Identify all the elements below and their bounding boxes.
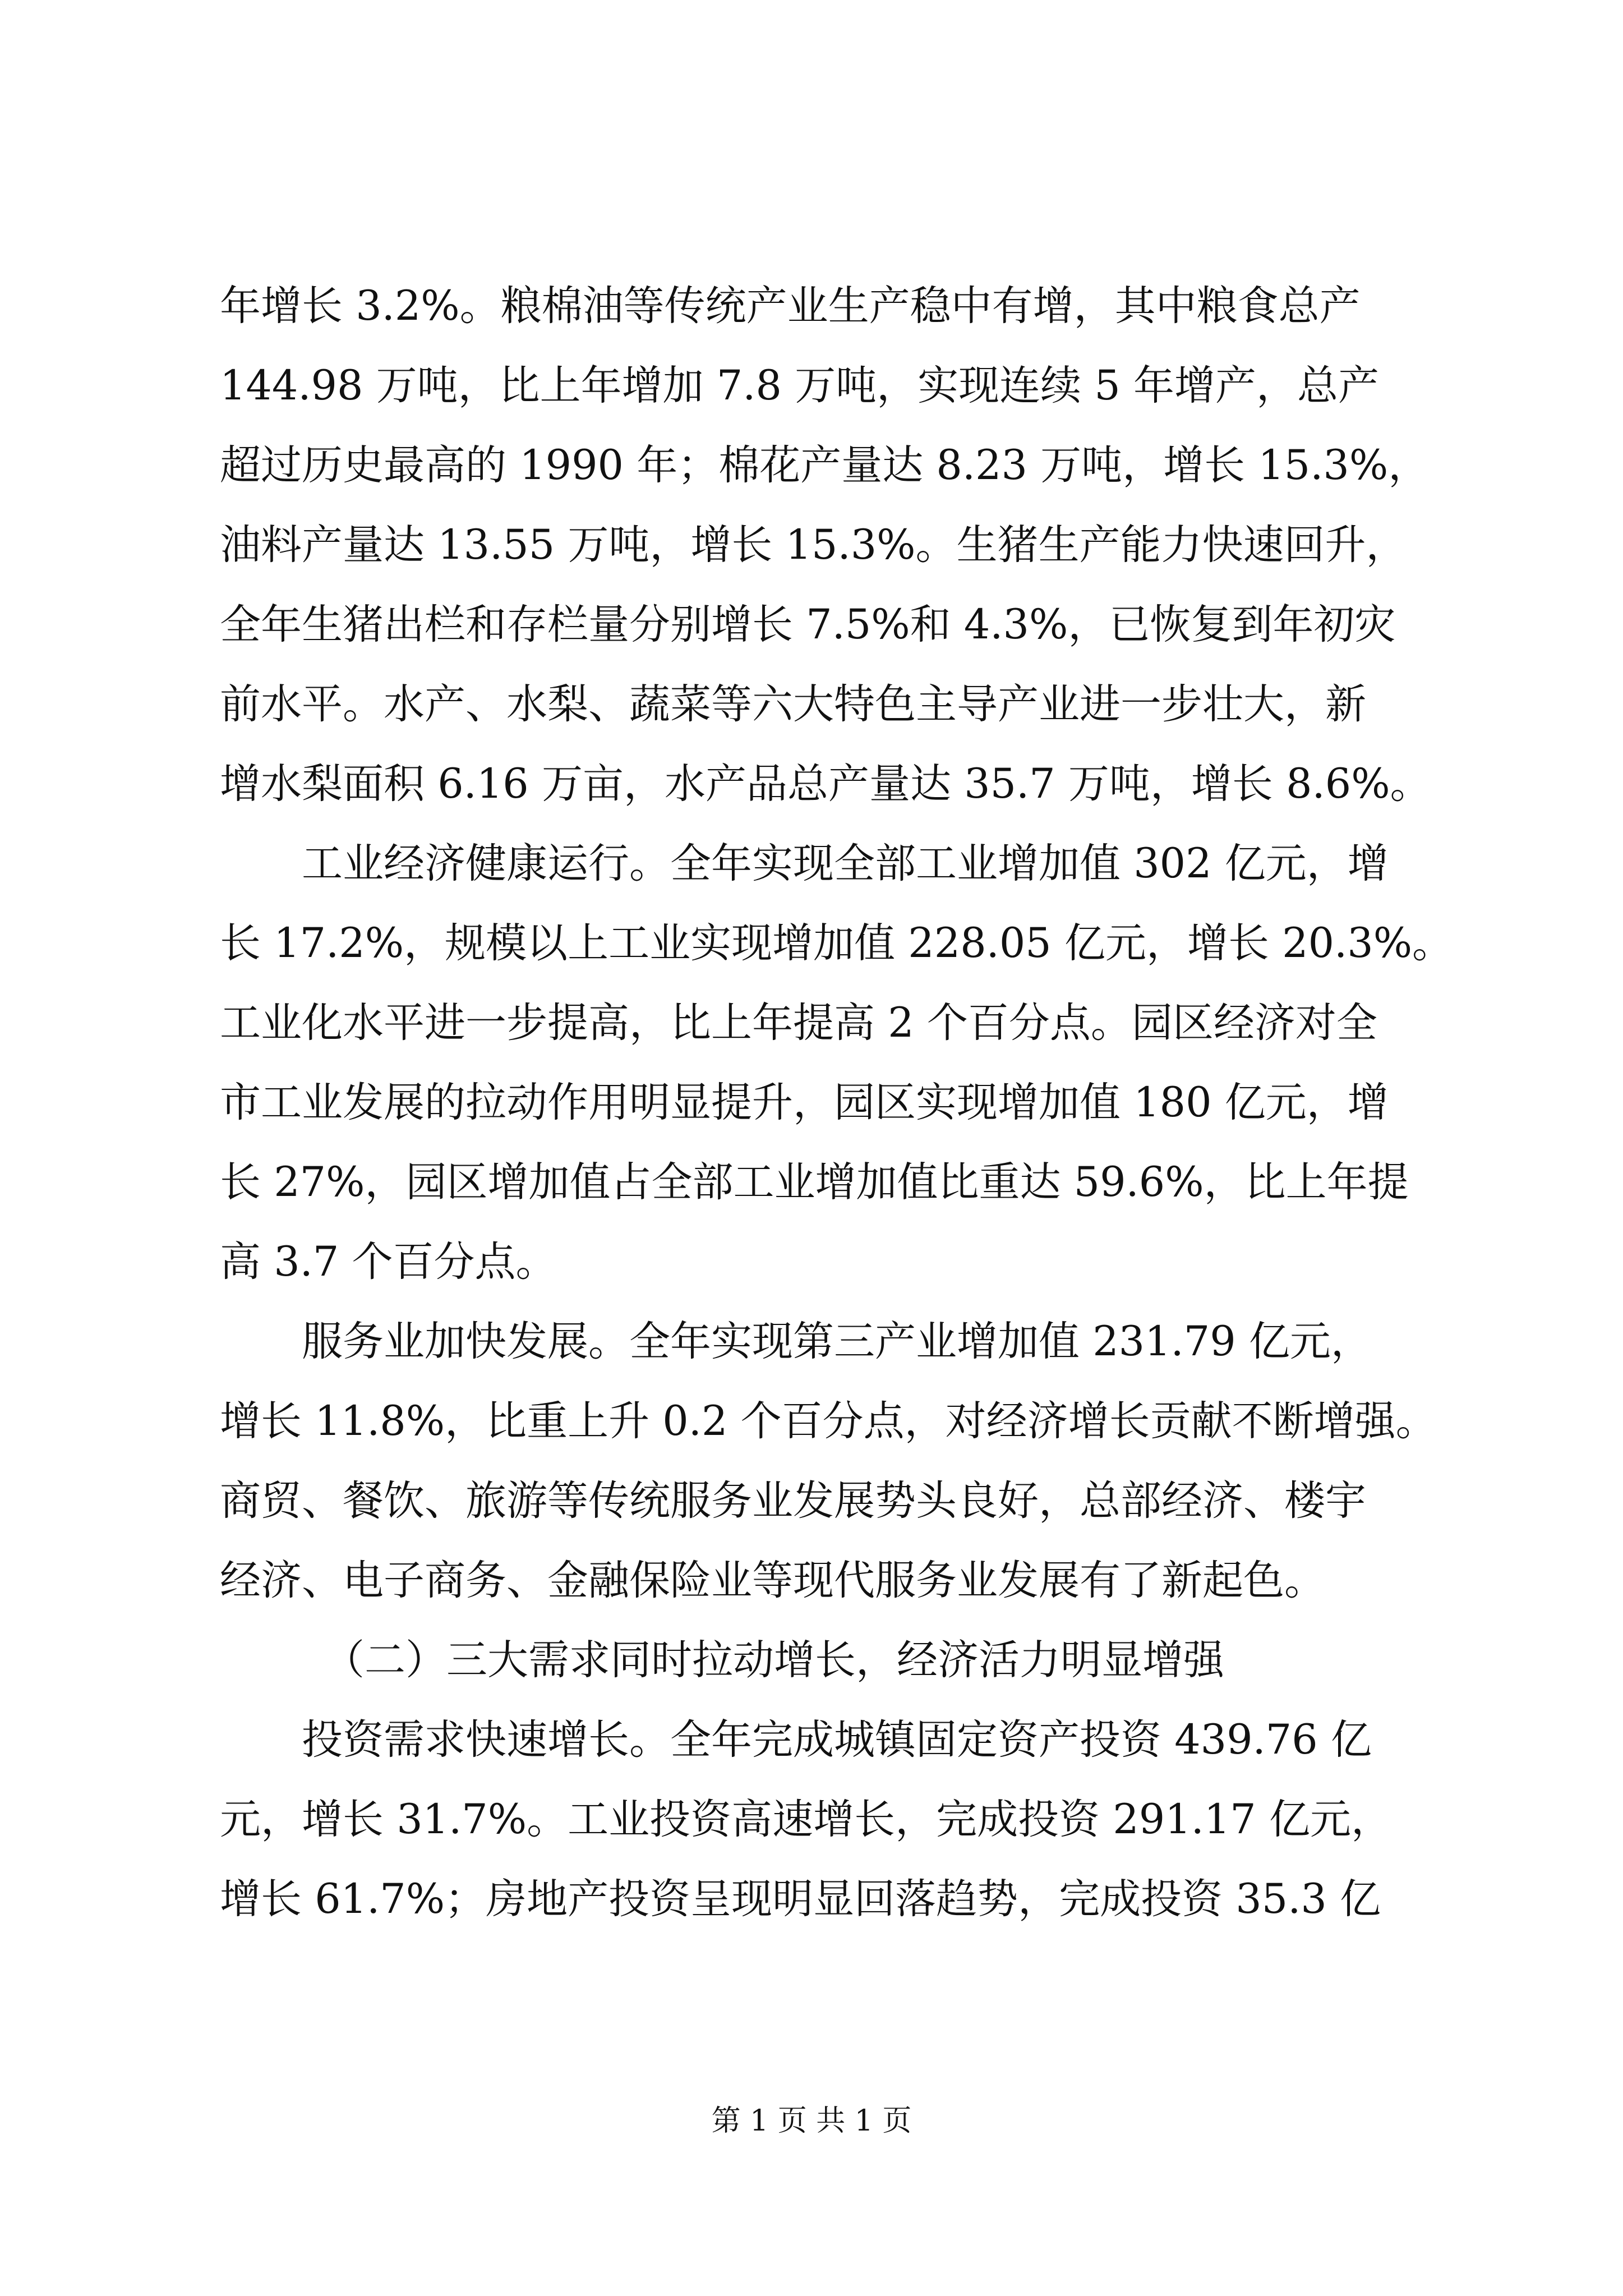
text-line: 长 27%，园区增加值占全部工业增加值比重达 59.6%，比上年提 [220,1158,1409,1206]
text-line: 工业化水平进一步提高，比上年提高 2 个百分点。园区经济对全 [220,999,1377,1047]
text-line: 商贸、餐饮、旅游等传统服务业发展势头良好，总部经济、楼宇 [220,1477,1366,1525]
text-line: 长 17.2%，规模以上工业实现增加值 228.05 亿元，增长 20.3%。 [220,919,1454,967]
text-line: 油料产量达 13.55 万吨，增长 15.3%。生猪生产能力快速回升， [220,521,1407,569]
paragraph-start-line: 工业经济健康运行。全年实现全部工业增加值 302 亿元，增 [302,840,1389,887]
text-line: 经济、电子商务、金融保险业等现代服务业发展有了新起色。 [220,1557,1325,1604]
paragraph-start-line: 服务业加快发展。全年实现第三产业增加值 231.79 亿元， [302,1318,1372,1365]
text-line: 全年生猪出栏和存栏量分别增长 7.5%和 4.3%，已恢复到年初灾 [220,601,1396,648]
text-line: 增长 11.8%，比重上升 0.2 个百分点，对经济增长贡献不断增强。 [220,1397,1437,1445]
document-body [220,266,1454,1939]
text-line: 市工业发展的拉动作用明显提升，园区实现增加值 180 亿元，增 [220,1079,1389,1126]
text-line: 元，增长 31.7%。工业投资高速增长，完成投资 291.17 亿元， [220,1796,1392,1843]
paragraph-start-line: 投资需求快速增长。全年完成城镇固定资产投资 439.76 亿 [302,1716,1372,1764]
page-footer: 第 1 页 共 1 页 [711,2104,912,2138]
section-heading: （二）三大需求同时拉动增长，经济活力明显增强 [324,1636,1224,1684]
text-line: 高 3.7 个百分点。 [220,1238,557,1286]
text-line: 超过历史最高的 1990 年；棉花产量达 8.23 万吨，增长 15.3%， [220,441,1430,489]
text-line: 前水平。水产、水梨、蔬菜等六大特色主导产业进一步壮大，新 [220,680,1366,728]
text-line: 增水梨面积 6.16 万亩，水产品总产量达 35.7 万吨，增长 8.6%。 [220,760,1431,808]
text-line: 增长 61.7%；房地产投资呈现明显回落趋势，完成投资 35.3 亿 [220,1875,1381,1923]
text-line: 144.98 万吨，比上年增加 7.8 万吨，实现连续 5 年增产，总产 [220,362,1379,409]
text-line: 年增长 3.2%。粮棉油等传统产业生产稳中有增，其中粮食总产 [220,282,1361,330]
